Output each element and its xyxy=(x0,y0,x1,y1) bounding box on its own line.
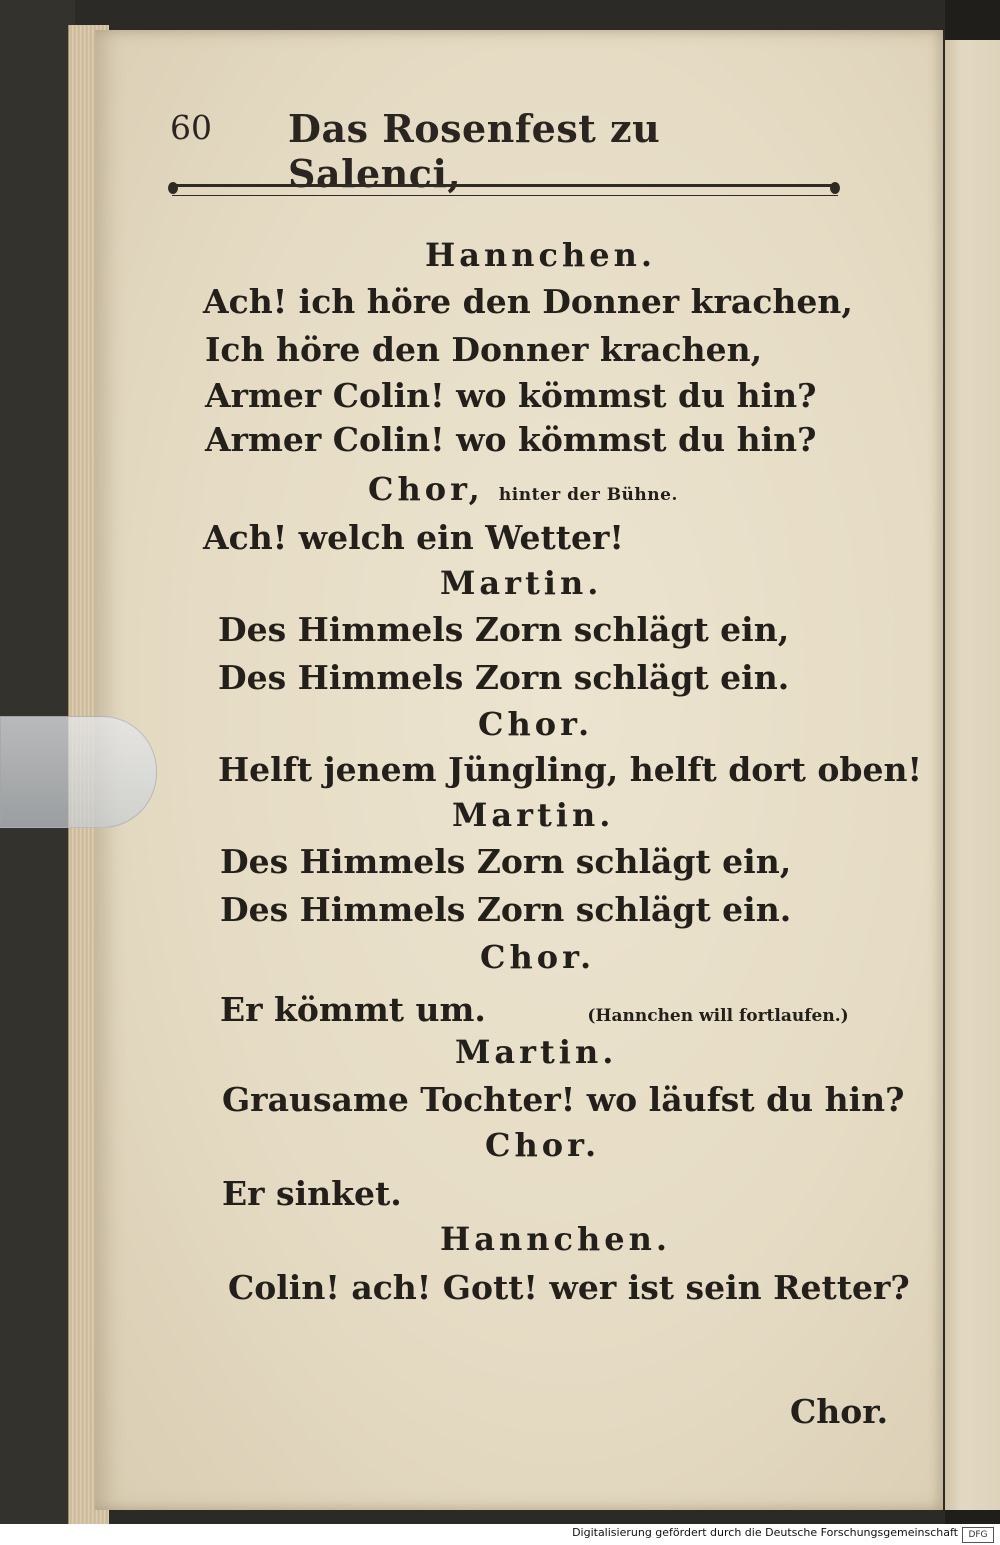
speaker-chor: Chor. xyxy=(480,938,596,976)
catchword: Chor. xyxy=(790,1392,889,1431)
verse-line: Ach! ich höre den Donner krachen, xyxy=(203,282,853,321)
speaker-hannchen: Hannchen. xyxy=(440,1220,672,1258)
speaker-chor: Chor. xyxy=(485,1126,601,1164)
speaker-martin: Martin. xyxy=(455,1033,618,1071)
dfg-logo: DFG xyxy=(962,1527,994,1543)
speaker-martin: Martin. xyxy=(440,564,603,602)
running-head: Das Rosenfest zu Salenci, xyxy=(288,106,661,196)
header-rule xyxy=(172,184,838,196)
verse-line: Colin! ach! Gott! wer ist sein Retter? xyxy=(228,1268,910,1307)
verse-line: Des Himmels Zorn schlägt ein. xyxy=(220,890,792,929)
verse-with-stage xyxy=(220,990,849,1029)
speaker-hannchen: Hannchen. xyxy=(425,236,657,274)
header-rule-cap-right xyxy=(830,182,840,194)
speaker-chor-stage xyxy=(368,470,678,508)
header-rule-cap-left xyxy=(168,182,178,194)
speaker-martin: Martin. xyxy=(452,796,615,834)
verse-line: Er kömmt um. xyxy=(220,990,486,1029)
speaker-chor: Chor. xyxy=(478,705,594,743)
verse-line: Er sinket. xyxy=(222,1174,402,1213)
facing-page-edge xyxy=(945,40,1000,1510)
page-number: 60 xyxy=(170,108,212,147)
verse-line: Armer Colin! wo kömmst du hin? xyxy=(205,420,817,459)
footer-bar xyxy=(0,1524,1000,1545)
page-header xyxy=(170,106,820,196)
stage-direction: (Hannchen will fortlaufen.) xyxy=(587,1006,849,1026)
verse-line: Des Himmels Zorn schlägt ein, xyxy=(218,610,790,649)
footer-credit: Digitalisierung gefördert durch die Deutsche Forschungsgemeinschaft xyxy=(572,1526,958,1539)
verse-line: Helft jenem Jüngling, helft dort oben! xyxy=(218,750,922,789)
verse-line: Ach! welch ein Wetter! xyxy=(203,518,624,557)
page-clip-marker xyxy=(0,716,157,828)
verse-line: Des Himmels Zorn schlägt ein, xyxy=(220,842,792,881)
verse-line: Armer Colin! wo kömmst du hin? xyxy=(205,376,817,415)
verse-line: Grausame Tochter! wo läufst du hin? xyxy=(222,1080,905,1119)
speaker-chor: Chor, xyxy=(368,470,484,508)
verse-line: Ich höre den Donner krachen, xyxy=(205,330,763,369)
stage-direction: hinter der Bühne. xyxy=(498,485,678,505)
verse-line: Des Himmels Zorn schlägt ein. xyxy=(218,658,790,697)
